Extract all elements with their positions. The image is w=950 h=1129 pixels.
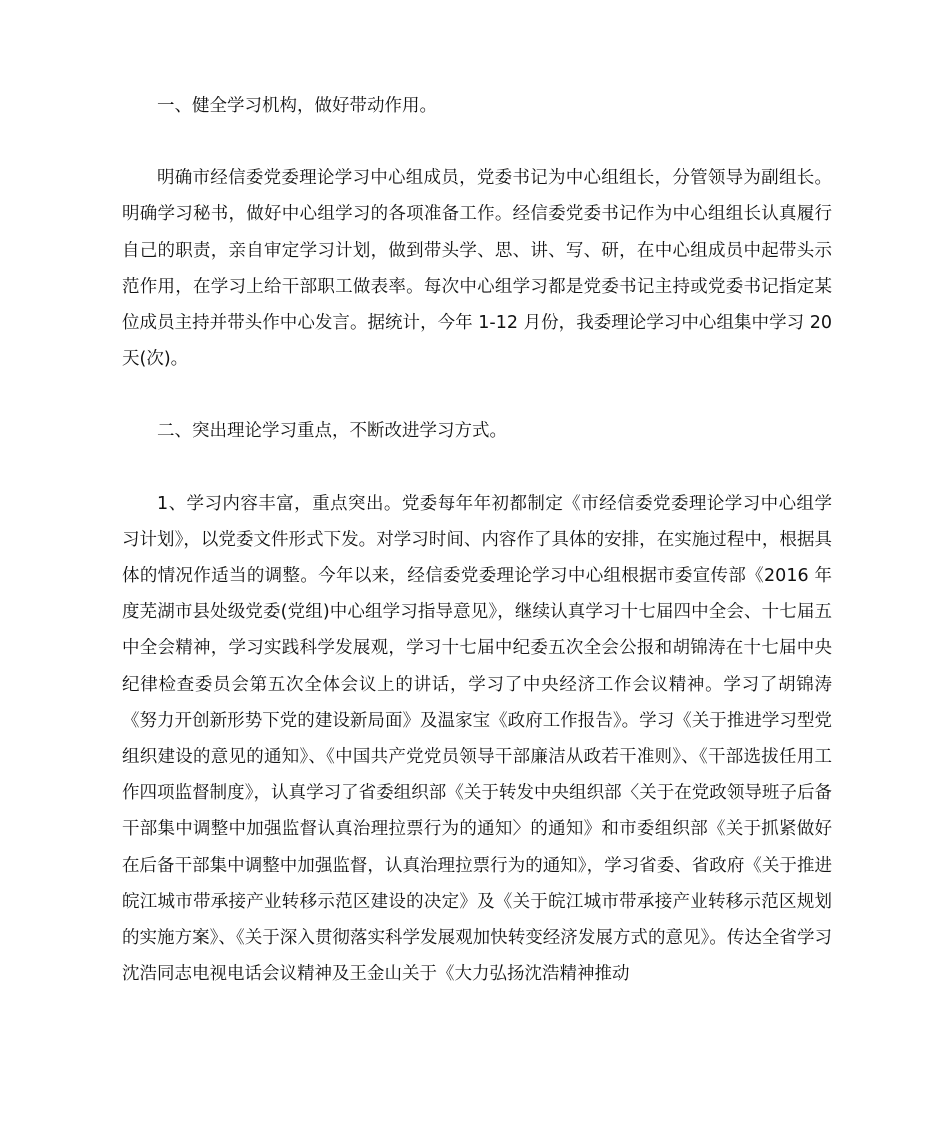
section-heading-2: 二、突出理论学习重点，不断改进学习方式。	[157, 421, 507, 442]
paragraph-study-organization: 明确市经信委党委理论学习中心组成员，党委书记为中心组组长，分管领导为副组长。明确学习秘书，做好中心组学习的各项准备工作。经信委党委书记作为中心组组长认真履行自己的职责，亲自审定学习计划，做到带头学、思、讲、写、研，在中心组成员中起带头示范作用，在学习上给干部职工做表率。每次中心组学习都是党委书记主持或党委书记指定某位成员主持并带头作中心发言。据统计，今年 1-12 月份，我委理论学习中心组集中学习 20 天(次)。	[122, 168, 832, 370]
document-body	[122, 88, 832, 992]
section-heading-1: 一、健全学习机构，做好带动作用。	[157, 96, 437, 116]
paragraph-study-content: 1、学习内容丰富，重点突出。党委每年年初都制定《市经信委党委理论学习中心组学习计划》，以党委文件形式下发。对学习时间、内容作了具体的安排，在实施过程中，根据具体的情况作适当的调整。今年以来，经信委党委理论学习中心组根据市委宣传部《2016 年度芜湖市县处级党委(党组)中心组学习指导意见》，继续认真学习十七届四中全会、十七届五中全会精神，学习实践科学发展观，学习十七届中纪委五次全会公报和胡锦涛在十七届中央纪律检查委员会第五次全体会议上的讲话，学习了中央经济工作会议精神。学习了胡锦涛《努力开创新形势下党的建设新局面》及温家宝《政府工作报告》。学习《关于推进学习型党组织建设的意见的通知》、《中国共产党党员领导干部廉洁从政若干准则》、《干部选拔任用工作四项监督制度》，认真学习了省委组织部《关于转发中央组织部〈关于在党政领导班子后备干部集中调整中加强监督认真治理拉票行为的通知〉的通知》和市委组织部《关于抓紧做好在后备干部集中调整中加强监督，认真治理拉票行为的通知》，学习省委、省政府《关于推进皖江城市带承接产业转移示范区建设的决定》及《关于皖江城市带承接产业转移示范区规划的实施方案》、《关于深入贯彻落实科学发展观加快转变经济发展方式的意见》。传达全省学习沈浩同志电视电话会议精神及王金山关于《大力弘扬沈浩精神推动	[122, 493, 832, 985]
